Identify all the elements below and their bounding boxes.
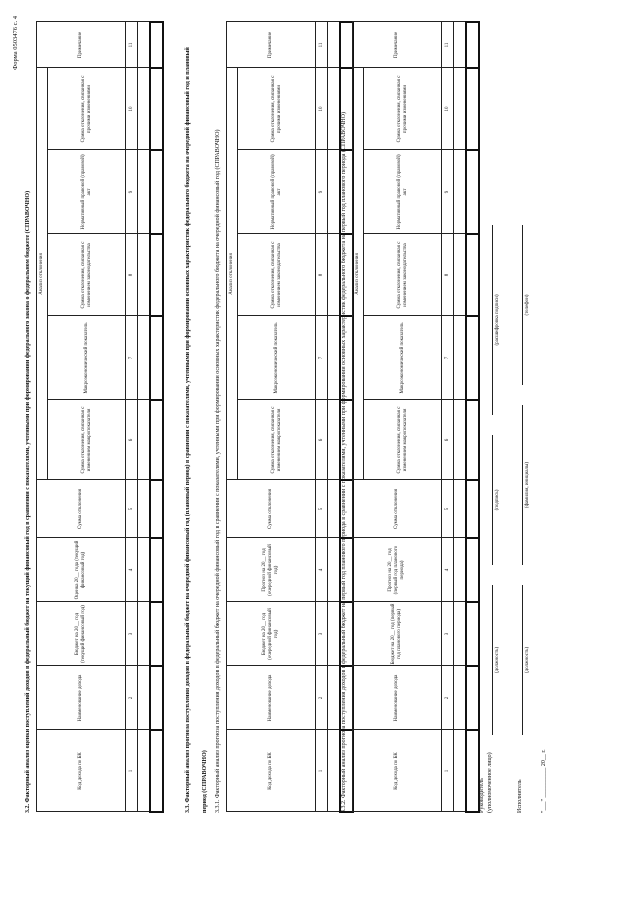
col-number: 8 — [316, 234, 328, 316]
header-col7: Макроэкономический показатель — [48, 316, 126, 400]
col-number: 1 — [126, 730, 138, 812]
section-3-3-2-title: 3.3.2. Факторный анализ прогноза поступления доходов в федеральный бюджет на первый год планового периода в сравнении с показателями, учтенными при формировании основных характеристик федерального бюджета на первый год планового периода (СПРАВОЧНО) — [341, 112, 347, 813]
header-col4: Прогноз на 20__ год (очередной финансовый год) — [227, 538, 316, 602]
head-label: Руководитель — [479, 778, 485, 813]
col-number: 6 — [126, 400, 138, 480]
signature-line — [522, 585, 523, 735]
table-cell — [454, 480, 467, 538]
table-cell — [328, 666, 341, 730]
header-col8: Сумма отклонения, связанная с изменением законодательства — [238, 234, 316, 316]
header-col5: Сумма отклонения — [37, 480, 126, 538]
header-col11: Примечание — [227, 22, 316, 68]
section-3-3-title-cont: период (СПРАВОЧНО) — [202, 750, 208, 813]
header-col11: Примечание — [353, 22, 442, 68]
header-col5: Сумма отклонения — [227, 480, 316, 538]
caption-decoding: (расшифровка подписи) — [495, 294, 500, 346]
table-cell — [138, 730, 151, 812]
table-cell — [454, 730, 467, 812]
header-name: Наименование дохода — [353, 666, 442, 730]
header-col10: Сумма отклонения, связанная с прочими изменениями — [364, 68, 442, 150]
table-cell — [328, 538, 341, 602]
table-3-2 — [36, 21, 164, 813]
header-code: Код дохода по БК — [353, 730, 442, 812]
header-col6: Сумма отклонения, связанная с изменением макропоказателя — [238, 400, 316, 480]
caption-phone: (телефон) — [525, 294, 530, 316]
header-analysis: Анализ отклонения — [37, 68, 48, 480]
table-cell — [328, 316, 341, 400]
table-cell — [328, 150, 341, 234]
col-number: 7 — [442, 316, 454, 400]
table-cell — [138, 150, 151, 234]
col-number: 9 — [316, 150, 328, 234]
col-number: 11 — [316, 22, 328, 68]
total-cell — [466, 538, 479, 602]
head-label-sub: (уполномоченное лицо) — [487, 752, 493, 813]
table-cell — [454, 316, 467, 400]
col-number: 7 — [316, 316, 328, 400]
total-cell — [150, 400, 163, 480]
table-cell — [328, 480, 341, 538]
header-col3: Бюджет на 20__ год (очередной финансовый год) — [227, 602, 316, 666]
header-col7: Макроэкономический показатель — [238, 316, 316, 400]
header-code: Код дохода по БК — [227, 730, 316, 812]
total-cell — [466, 22, 479, 68]
form-label: Форма 0503476 с. 4 — [12, 16, 19, 70]
table-cell — [454, 68, 467, 150]
total-cell — [150, 602, 163, 666]
header-analysis: Анализ отклонения — [353, 68, 364, 480]
header-col10: Сумма отклонения, связанная с прочими изменениями — [48, 68, 126, 150]
col-number: 5 — [442, 480, 454, 538]
table-cell — [138, 666, 151, 730]
total-cell — [466, 234, 479, 316]
header-col4: Прогноз на 20__ год (первый год планового периода) — [353, 538, 442, 602]
header-col9: Нормативный правовой (правовой) акт — [364, 150, 442, 234]
table-cell — [454, 22, 467, 68]
header-col9: Нормативный правовой (правовой) акт — [48, 150, 126, 234]
table-cell — [454, 666, 467, 730]
col-number: 9 — [442, 150, 454, 234]
table-cell — [138, 400, 151, 480]
col-number: 4 — [126, 538, 138, 602]
section-3-2-title: 3.2. Факторный анализ оценки поступлений доходов в федеральный бюджет на текущий финансовый год в сравнении с показателями, учтенными при формировании федерального закона о федеральном бюджете (СПРАВОЧНО) — [25, 190, 31, 813]
table-cell — [138, 316, 151, 400]
col-number: 9 — [126, 150, 138, 234]
table-cell — [454, 150, 467, 234]
col-number: 3 — [316, 602, 328, 666]
col-number: 3 — [126, 602, 138, 666]
col-number: 10 — [126, 68, 138, 150]
col-number: 7 — [126, 316, 138, 400]
header-col6: Сумма отклонения, связанная с изменением макропоказателя — [48, 400, 126, 480]
table-cell — [454, 234, 467, 316]
total-cell — [466, 68, 479, 150]
col-number: 6 — [316, 400, 328, 480]
total-cell — [466, 316, 479, 400]
table-cell — [328, 730, 341, 812]
signature-line — [492, 435, 493, 565]
header-analysis: Анализ отклонения — [227, 68, 238, 480]
table-cell — [138, 602, 151, 666]
col-number: 1 — [316, 730, 328, 812]
caption-position: (должность) — [525, 646, 530, 674]
table-cell — [328, 400, 341, 480]
col-number: 4 — [316, 538, 328, 602]
section-3-3-title: 3.3. Факторный анализ прогноза поступления доходов в федеральный бюджет на очередной финансовый год (плановый период) в сравнении с показателями, учтенными при формировании основных характеристик федерального бюджета на очередной финансовый год и плановый — [185, 47, 191, 813]
header-col6: Сумма отклонения, связанная с изменением макропоказателя — [364, 400, 442, 480]
header-code: Код дохода по БК — [37, 730, 126, 812]
section-3-3-1-title: 3.3.1. Факторный анализ прогноза поступления доходов в федеральный бюджет на очередной финансовый год в сравнении с показателями, учтенными при формировании основных характеристик федерального бюджета на очередной финансовый год (СПРАВОЧНО) — [215, 129, 221, 813]
col-number: 5 — [126, 480, 138, 538]
header-name: Наименование дохода — [37, 666, 126, 730]
total-cell — [150, 538, 163, 602]
total-cell — [150, 316, 163, 400]
col-number: 4 — [442, 538, 454, 602]
signature-line — [522, 405, 523, 565]
col-number: 8 — [442, 234, 454, 316]
total-cell — [150, 234, 163, 316]
caption-position: (должность) — [495, 646, 500, 674]
table-cell — [328, 234, 341, 316]
col-number: 10 — [442, 68, 454, 150]
total-cell — [466, 602, 479, 666]
total-cell — [150, 666, 163, 730]
header-col3: Бюджет на 20__ год (текущий финансовый год) — [37, 602, 126, 666]
total-cell — [466, 480, 479, 538]
table-cell — [138, 68, 151, 150]
total-cell — [150, 68, 163, 150]
col-number: 8 — [126, 234, 138, 316]
header-col7: Макроэкономический показатель — [364, 316, 442, 400]
table-cell — [138, 538, 151, 602]
col-number: 2 — [126, 666, 138, 730]
total-cell — [150, 22, 163, 68]
col-number: 3 — [442, 602, 454, 666]
executor-label: Исполнитель — [517, 779, 523, 813]
caption-name: (фамилия, инициалы) — [525, 461, 530, 509]
table-cell — [328, 22, 341, 68]
col-number: 2 — [442, 666, 454, 730]
col-number: 5 — [316, 480, 328, 538]
signature-line — [522, 225, 523, 385]
total-cell — [150, 730, 163, 812]
col-number: 2 — [316, 666, 328, 730]
header-col11: Примечание — [37, 22, 126, 68]
header-col8: Сумма отклонения, связанная с изменением законодательства — [364, 234, 442, 316]
header-name: Наименование дохода — [227, 666, 316, 730]
col-number: 6 — [442, 400, 454, 480]
header-col3: Бюджет на 20__ год (первый год планового периода) — [353, 602, 442, 666]
caption-signature: (подпись) — [495, 489, 500, 511]
total-cell — [150, 480, 163, 538]
total-cell — [466, 150, 479, 234]
table-cell — [454, 538, 467, 602]
table-cell — [454, 400, 467, 480]
total-cell — [466, 400, 479, 480]
table-cell — [138, 480, 151, 538]
header-col10: Сумма отклонения, связанная с прочими изменениями — [238, 68, 316, 150]
header-col5: Сумма отклонения — [353, 480, 442, 538]
table-3-3-1 — [226, 21, 354, 813]
date-line: "___" __________ 20__ г. — [541, 749, 547, 813]
col-number: 11 — [442, 22, 454, 68]
table-3-3-2 — [352, 21, 480, 813]
total-cell — [150, 150, 163, 234]
table-cell — [328, 602, 341, 666]
header-col8: Сумма отклонения, связанная с изменением законодательства — [48, 234, 126, 316]
table-cell — [328, 68, 341, 150]
total-cell — [466, 666, 479, 730]
signature-line — [492, 585, 493, 735]
col-number: 10 — [316, 68, 328, 150]
header-col4: Оценка 20__ года (текущий финансовый год) — [37, 538, 126, 602]
table-cell — [454, 602, 467, 666]
header-col9: Нормативный правовой (правовой) акт — [238, 150, 316, 234]
signature-line — [492, 225, 493, 415]
col-number: 1 — [442, 730, 454, 812]
table-cell — [138, 22, 151, 68]
col-number: 11 — [126, 22, 138, 68]
table-cell — [138, 234, 151, 316]
